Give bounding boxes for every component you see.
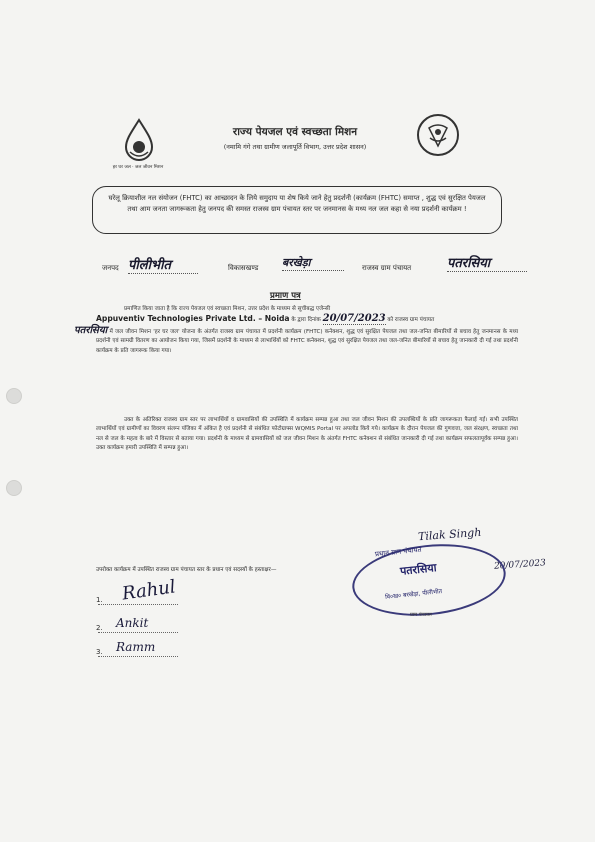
stamp-caption: ग्राम पंचायत <box>410 612 432 618</box>
agency-name: Appuventiv Technologies Private Ltd. – Noida <box>96 314 290 324</box>
notice-text: घरेलू क्रियाशील नल संयोजन (FHTC) का आच्छादन के लिये समुदाय या शेष किये जाने हेतु प्रदर्शनी (कार्यक्रम (FHTC) समाप्त , शुद्ध एवं सुरक्षित पेयजल तथा आम जनता जागरूकता हेतु जनपद की समस्त राजस्व ग्राम पंचायत स्तर पर जनमानस के मध्य नल जल कहा से नया प्रदर्शनी कार्यक्रम ! <box>108 194 486 213</box>
para1-b: के द्वारा दिनांक <box>291 317 321 324</box>
gram-panchayat-stamp <box>349 537 509 623</box>
logo-caption: हर घर जल · जल जीवन मिशन <box>112 165 164 170</box>
para2: उक्त के अतिरिक्त राजस्व ग्राम स्तर पर लाभार्थियों व ग्रामवासियों की उपस्थिति में कार्यक्रम सम्पन्न हुआ तथा जल जीवन मिशन की उपलब्धियों के प्रति जागरूकता फैलाई गई। सभी उपस्थित लाभार्थियों एवं ग्रामीणों का विवरण संलग्न पंजिका में अंकित है एवं प्रदर्शनी से संबंधित फोटोग्राफ्स WQMIS Portal पर अपलोड किये गये। कार्यक्रम के दौरान पेयजल की गुणवत्ता, जल संरक्षण, स्वच्छता तथा नल से जल के महत्व के बारे में विस्तार से बताया गया। प्रदर्शनी के माध्यम से ग्रामवासियों को जल जीवन मिशन के अंतर्गत FHTC कनेक्शन से संबंधित जानकारी दी गई तथा कार्यक्रम सफलतापूर्वक सम्पन्न हुआ। उक्त कार्यक्रम हमारी उपस्थिति में सम्पन्न हुआ। <box>96 417 518 452</box>
signatories-note: उपरोक्त कार्यक्रम में उपस्थित राजस्व ग्राम पंचायत स्तर के प्रधान एवं सदस्यों के हस्ताक्षर— <box>96 567 277 573</box>
para1-d: में जल जीवन मिशन 'हर घर जल' योजना के अंतर्गत राजस्व ग्राम पंचायत में प्रदर्शनी कार्यक्रम (FHTC) कनेक्शन, शुद्ध एवं सुरक्षित पेयजल तथा जल-जनित बीमारियों से बचाव हेतु जनमानस के मध्य प्रदर्शनी एवं सामग्री वितरण का आयोजन किया गया, जिसमें प्रदर्शनी के माध्यम से लाभार्थियों को FHTC कनेक्शन, शुद्ध एवं सुरक्षित पेयजल तथा जल-जनित बीमारियों से बचाव हेतु जानकारी दी गई तथा प्रदर्शनी कार्यक्रम के प्रति जागरूक किया गया। <box>96 328 518 354</box>
pradhan-signature: Tilak Singh <box>417 525 482 544</box>
signer-3-signature: Ramm <box>116 640 156 654</box>
certificate-paragraph-1 <box>74 305 518 356</box>
signer-2-signature: Ankit <box>116 616 149 630</box>
header-title: राज्य पेयजल एवं स्वच्छता मिशन <box>232 126 358 138</box>
stamp-bottom-text: वि०ख० बरखेड़ा, पीलीभीत <box>384 588 443 601</box>
pradhan-sign-date: 20/07/2023 <box>493 558 547 572</box>
signer-3-line <box>98 656 178 657</box>
district-value: पीलीभीत <box>128 255 198 274</box>
header-subtitle: (नमामि गंगे तथा ग्रामीण जलापूर्ति विभाग, उत्तर प्रदेश शासन) <box>223 143 367 151</box>
stamp-center-text: पतरसिया <box>399 561 438 578</box>
signer-2-number: 2. <box>96 624 103 632</box>
para1-c: को राजस्व ग्राम पंचायत <box>387 317 435 324</box>
block-label: विकासखण्ड <box>228 264 259 272</box>
up-government-emblem-icon <box>415 112 461 158</box>
punch-hole <box>6 480 22 496</box>
jal-jeevan-logo-icon <box>118 116 160 166</box>
event-date: 20/07/2023 <box>322 313 386 325</box>
panchayat-label: राजस्व ग्राम पंचायत <box>362 264 412 272</box>
panchayat-value: पतरसिया <box>447 253 527 272</box>
signer-1-line <box>98 604 178 605</box>
notice-box <box>92 186 502 234</box>
village-name: पतरसिया <box>74 324 108 336</box>
stamp-top-text: प्रधान ग्राम पंचायत <box>374 545 422 559</box>
punch-hole <box>6 388 22 404</box>
signer-3-number: 3. <box>96 648 103 656</box>
block-value: बरखेड़ा <box>282 255 344 271</box>
para1-a: प्रमाणित किया जाता है कि राज्य पेयजल एवं स्वच्छता मिशन, उत्तर प्रदेश के माध्यम से सूचीबद्ध एजेन्सी <box>124 306 331 312</box>
district-label: जनपद <box>102 264 119 272</box>
signer-2-line <box>98 632 178 633</box>
certificate-title: प्रमाण पत्र <box>270 291 301 301</box>
signer-1-number: 1. <box>96 596 103 604</box>
signer-1-signature: Rahul <box>120 576 177 605</box>
certificate-paragraph-2 <box>96 416 518 454</box>
